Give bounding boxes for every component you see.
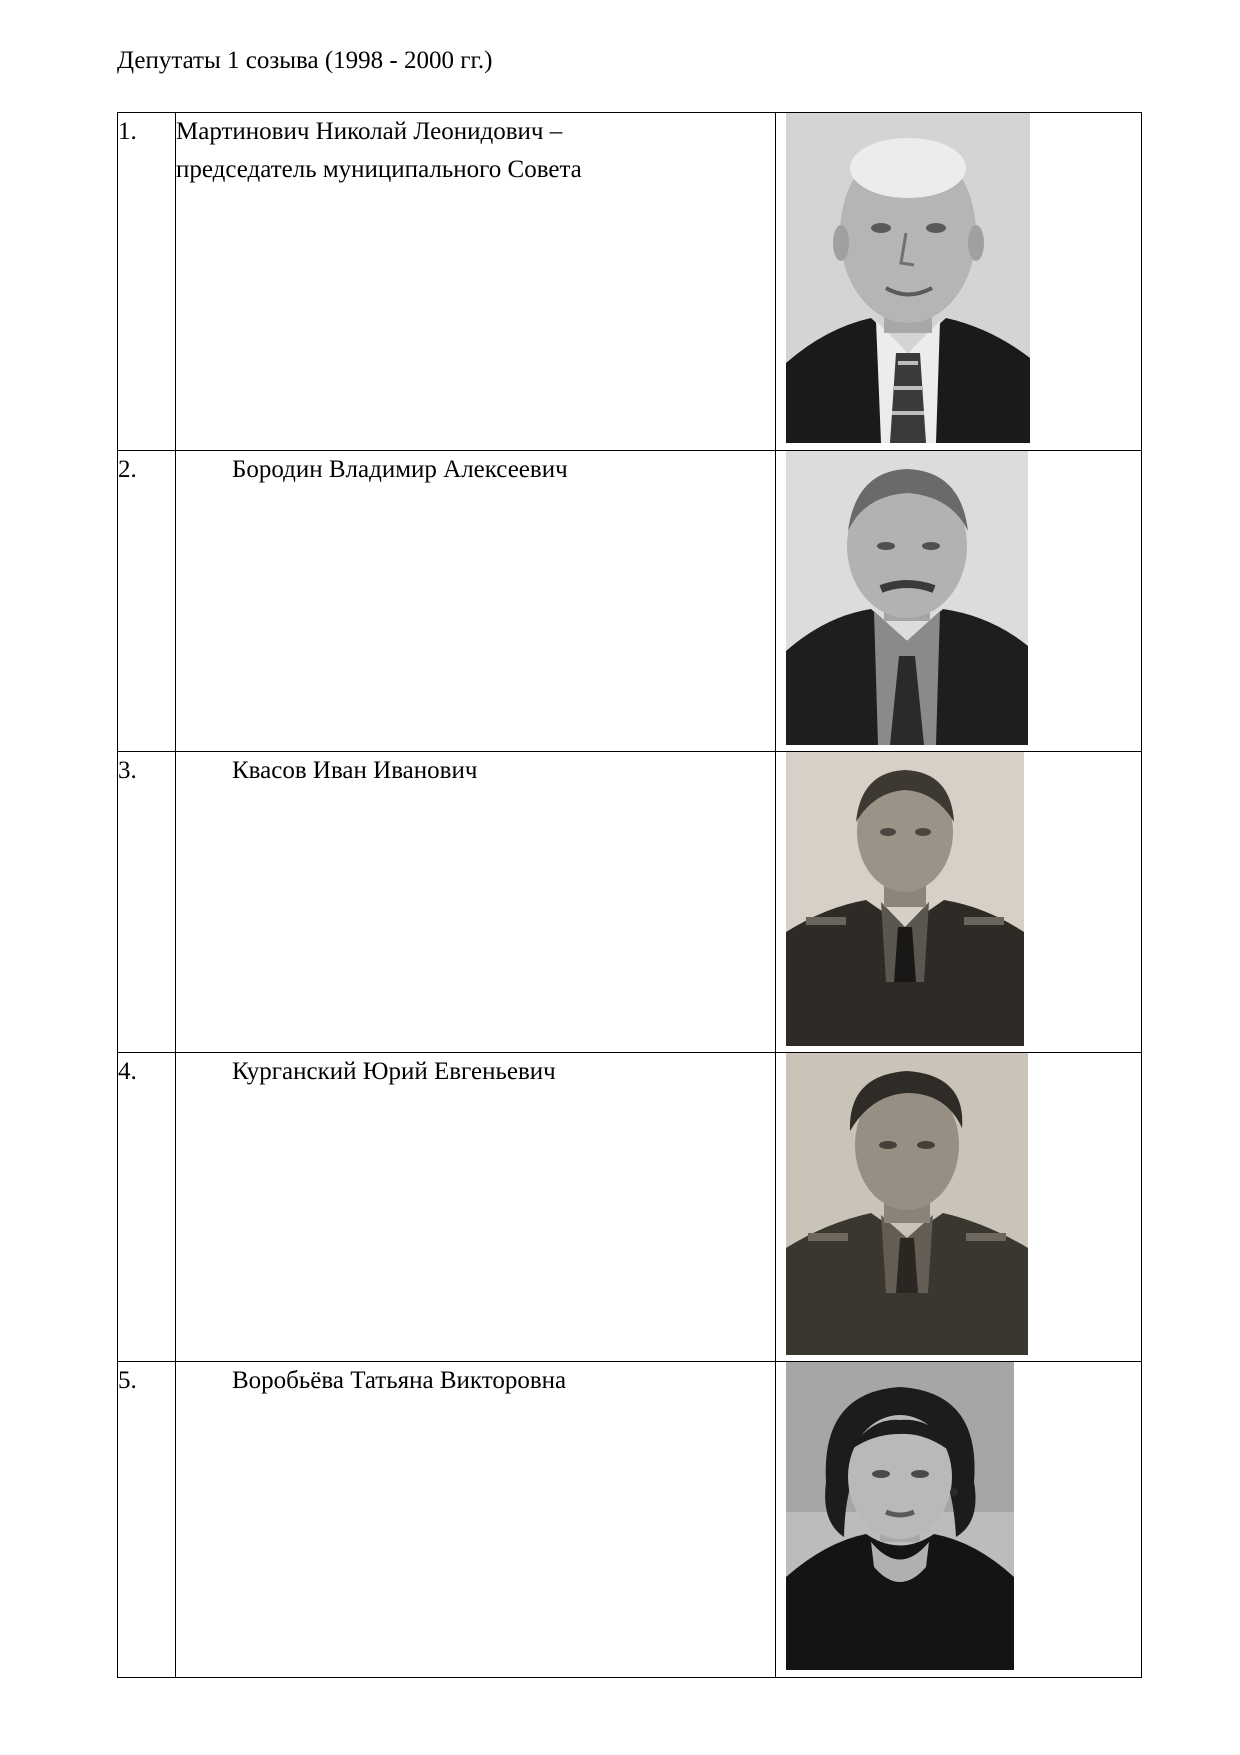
table-row [118,752,1142,1053]
table-row [118,1362,1142,1678]
deputy-name: Воробьёва Татьяна Викторовна [232,1367,567,1394]
row-number: 2. [118,451,176,752]
table-row [118,451,1142,752]
deputy-name: Бородин Владимир Алексеевич [232,456,568,483]
deputy-name: Мартинович Николай Леонидович – [176,118,563,145]
photo-cell [776,451,1142,752]
deputy-name-cell [176,752,776,1053]
deputy-photo [786,113,1030,443]
table-row [118,1053,1142,1362]
deputy-name: Курганский Юрий Евгеньевич [232,1058,556,1085]
deputy-role: председатель муниципального Совета [176,156,582,183]
photo-cell [776,1053,1142,1362]
deputy-name-cell [176,1362,776,1678]
row-number: 1. [118,113,176,451]
photo-cell [776,752,1142,1053]
deputy-name-cell [176,1053,776,1362]
row-number: 5. [118,1362,176,1678]
deputies-table [117,112,1142,1678]
photo-cell [776,113,1142,451]
deputy-photo [786,752,1024,1046]
deputy-photo [786,1053,1028,1355]
row-number: 4. [118,1053,176,1362]
table-row [118,113,1142,451]
deputy-name-cell [176,113,776,451]
photo-cell [776,1362,1142,1678]
deputy-name: Квасов Иван Иванович [232,757,478,784]
deputy-photo [786,1362,1014,1670]
document-title: Депутаты 1 созыва (1998 - 2000 гг.) [117,47,493,74]
row-number: 3. [118,752,176,1053]
deputy-name-cell [176,451,776,752]
deputy-photo [786,451,1028,745]
